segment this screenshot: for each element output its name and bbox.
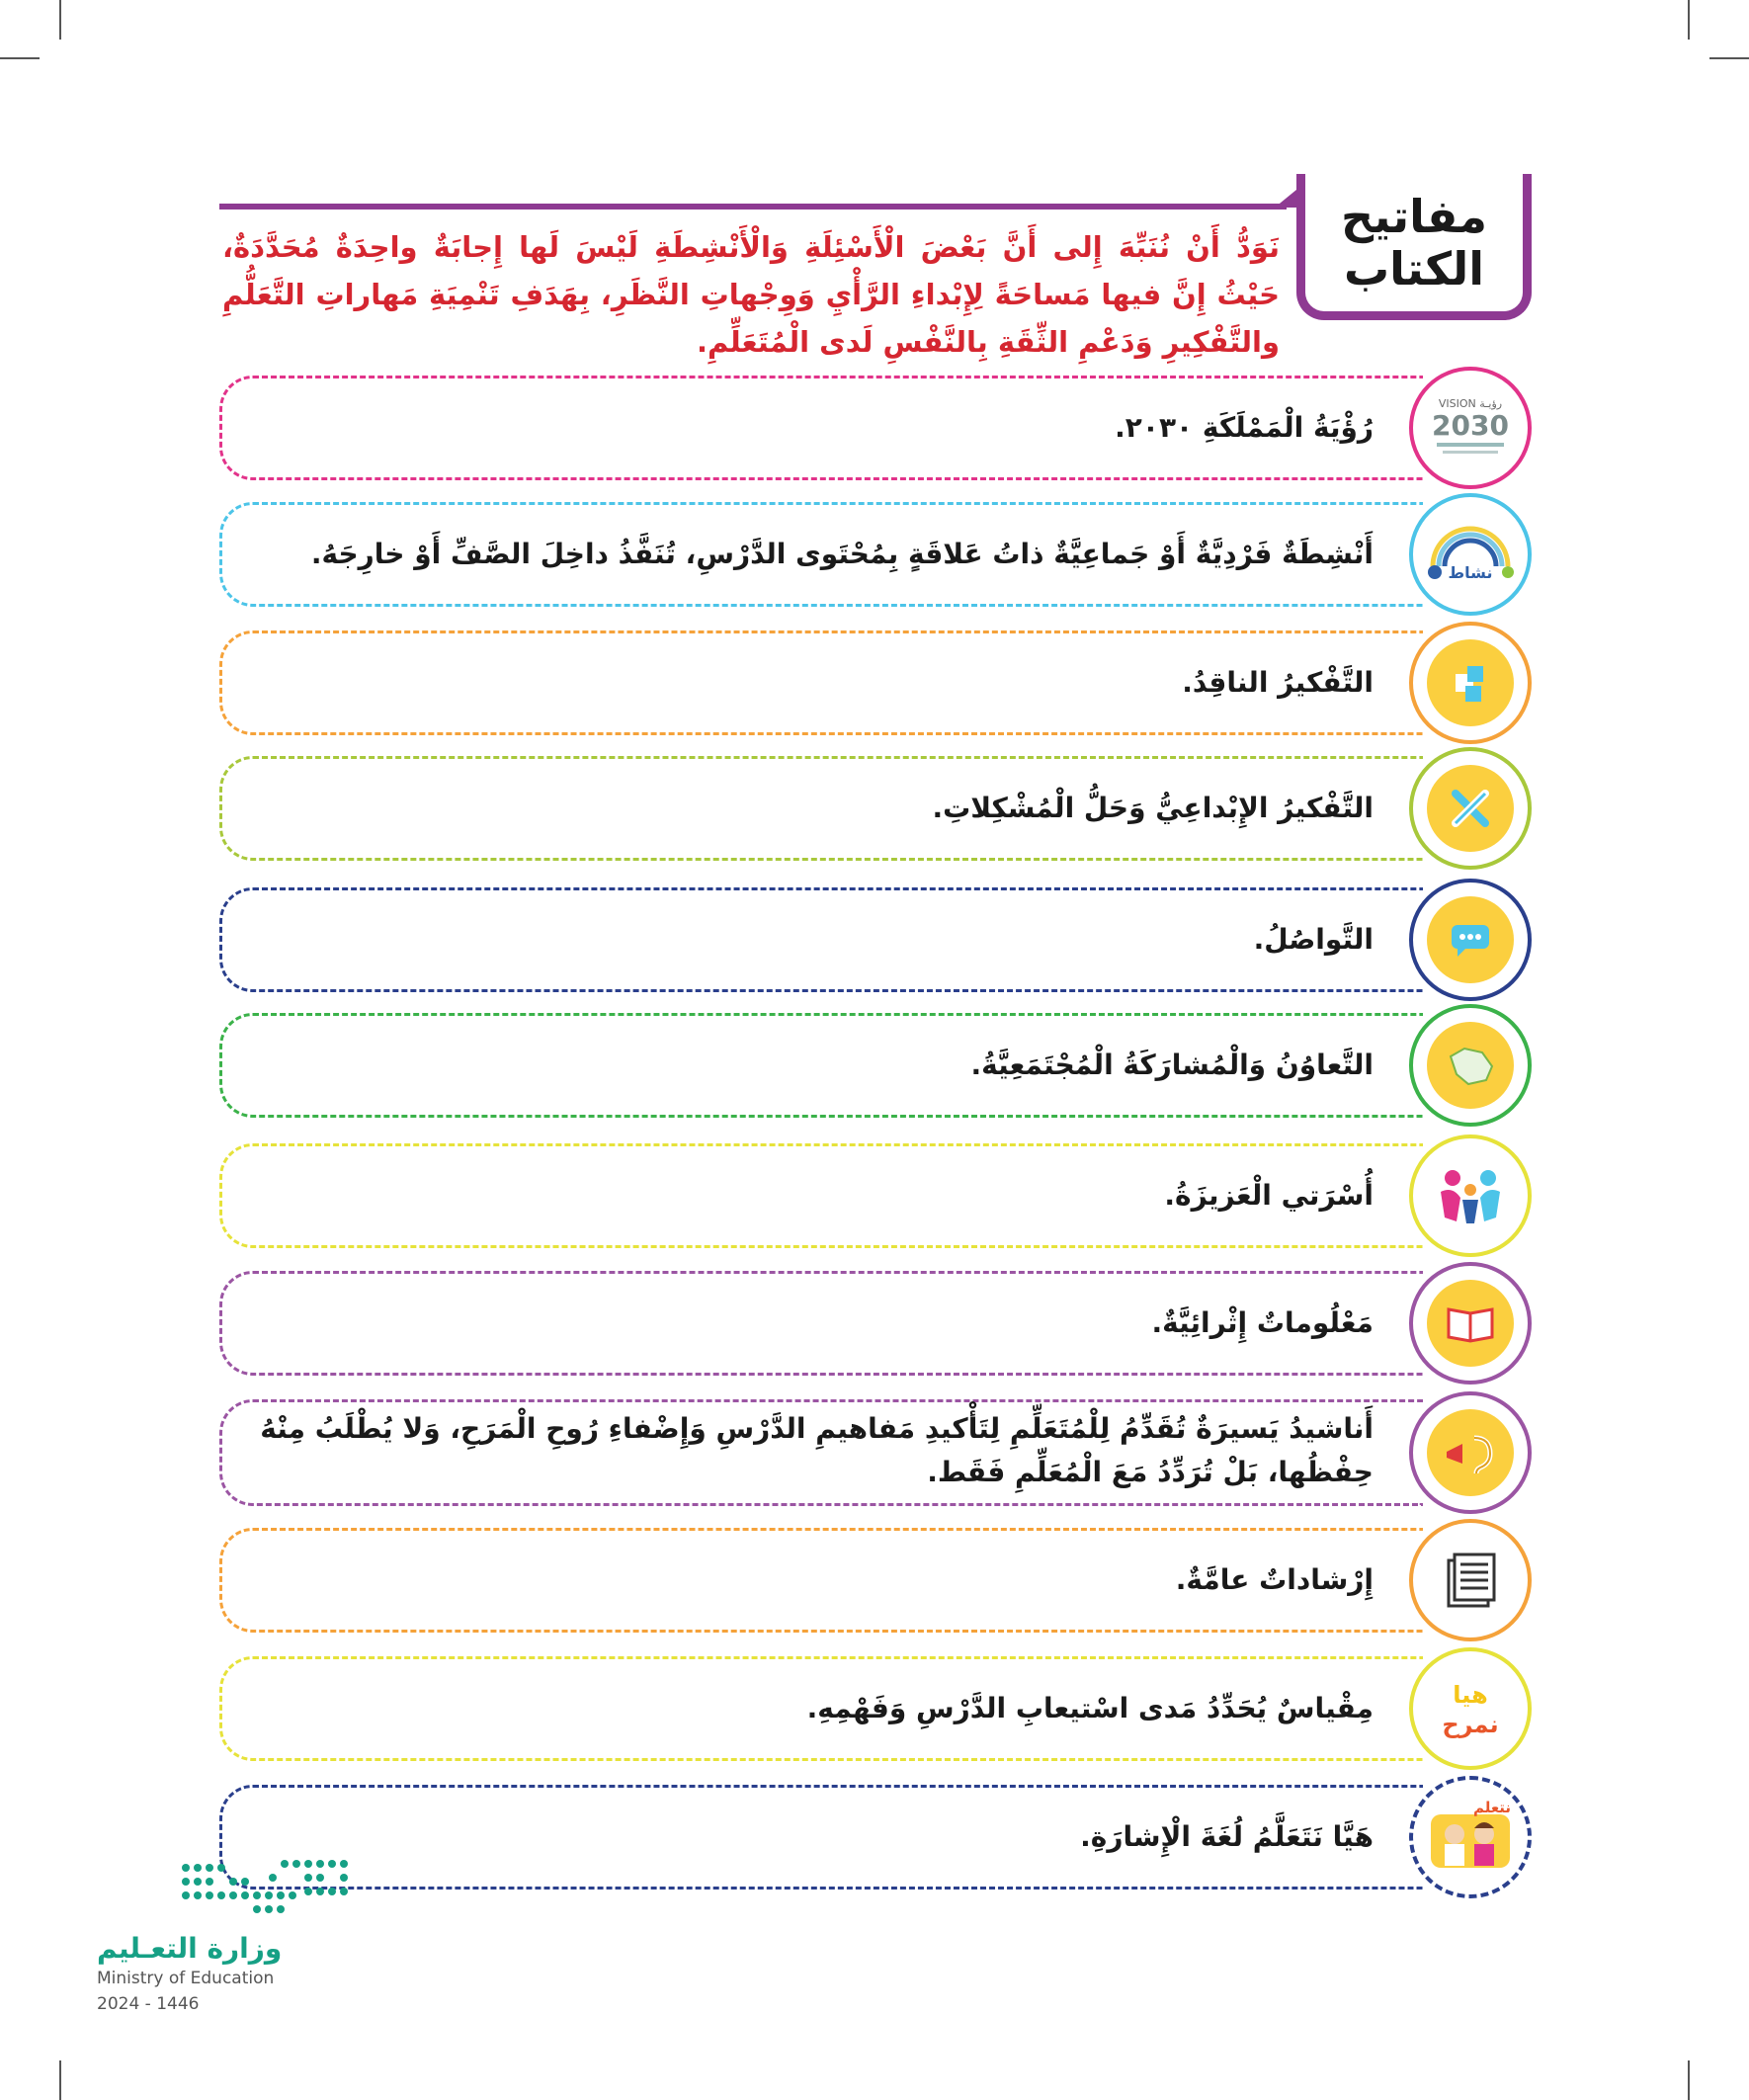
key-row-vision <box>219 376 1532 480</box>
crop-mark <box>0 57 40 59</box>
sign-language-icon <box>1409 1776 1532 1898</box>
page-title-line1: مفاتيح <box>1340 189 1488 243</box>
key-text: أَنْشِطَةٌ فَرْدِيَّةٌ أَوْ جَماعِيَّةٌ ذاتُ عَلاقَةٍ بِمُحْتَوى الدَّرْسِ، تُنَفَّذُ داخِلَ الصَّفِّ أَوْ خارِجَهُ. <box>310 538 1374 570</box>
tab-corner <box>1275 190 1296 208</box>
vision-2030-icon <box>1409 367 1532 489</box>
key-row-sign-language <box>219 1785 1532 1890</box>
key-row-creative-thinking <box>219 756 1532 861</box>
key-row-guidelines <box>219 1528 1532 1633</box>
crop-mark <box>1709 57 1749 59</box>
chat-bubble-icon <box>1409 879 1532 1001</box>
ministry-logo-icon <box>176 1858 354 1921</box>
key-row-cooperation <box>219 1013 1532 1118</box>
key-row-family <box>219 1143 1532 1248</box>
crop-mark <box>59 0 61 40</box>
creative-tools-icon <box>1409 747 1532 870</box>
document-list-icon <box>1409 1519 1532 1641</box>
sign-label: نتعلم <box>1472 1799 1512 1816</box>
header-rule <box>219 204 1287 210</box>
key-row-activity <box>219 502 1532 607</box>
page-title-tab <box>1296 174 1532 320</box>
puzzle-icon <box>1409 622 1532 744</box>
intro-paragraph: نَوَدُّ أَنْ نُنَبِّهَ إِلى أَنَّ بَعْضَ الْأَسْئِلَةِ وَالْأَنْشِطَةِ لَيْسَ لَها إِجابَةٌ واحِدَةٌ مُحَدَّدَةٌ، حَيْثُ إِنَّ فيها مَساحَةً لِإِبْداءِ الرَّأْيِ وَوِجْهاتِ النَّظَرِ، بِهَدَفِ تَنْمِيَةِ مَهاراتِ التَّعَلُّمِ والتَّفْكِيرِ وَدَعْمِ الثِّقَةِ بِالنَّفْسِ لَدى الْمُتَعَلِّمِ. <box>222 230 1280 359</box>
key-text: التَّفْكيرُ الإِبْداعِيُّ وَحَلُّ الْمُشْكِلاتِ. <box>932 792 1374 824</box>
open-book-icon <box>1409 1262 1532 1385</box>
key-row-critical-thinking <box>219 630 1532 735</box>
activity-rainbow-icon <box>1409 493 1532 616</box>
ministry-name-ar: وزارة التعـليم <box>97 1932 283 1965</box>
ear-megaphone-icon <box>1409 1391 1532 1514</box>
saudi-map-icon <box>1409 1004 1532 1127</box>
key-text: التَّواصُلُ. <box>1253 923 1374 956</box>
key-text: مِقْياسٌ يُحَدِّدُ مَدى اسْتيعابِ الدَّرْسِ وَفَهْمِهِ. <box>806 1692 1374 1724</box>
key-text: أُسْرَتي الْعَزيزَةُ. <box>1164 1179 1374 1212</box>
key-text: أَناشيدُ يَسيرَةٌ تُقَدِّمُ لِلْمُتَعَلِّمِ لِتَأْكيدِ مَفاهيمِ الدَّرْسِ وَإِضْفاءِ رُوحِ الْمَرَحِ، وَلا يُطْلَبُ مِنْهُ حِفْظُها، بَلْ تُرَدِّدُ مَعَ الْمُعَلِّمِ فَقَط. <box>260 1412 1374 1488</box>
key-row-enrichment <box>219 1271 1532 1376</box>
play-label-1: هيا <box>1453 1681 1488 1709</box>
lets-play-icon <box>1409 1647 1532 1770</box>
ministry-name-en: Ministry of Education <box>97 1969 275 1988</box>
key-text: التَّفْكيرُ الناقِدُ. <box>1182 666 1374 699</box>
key-row-songs <box>219 1399 1532 1506</box>
key-row-assessment <box>219 1656 1532 1761</box>
vision-label-year: 2030 <box>1432 409 1509 442</box>
key-text: التَّعاوُنُ وَالْمُشارَكَةُ الْمُجْتَمَعِيَّةُ. <box>970 1049 1374 1081</box>
crop-mark <box>59 2060 61 2100</box>
vision-label-top: VISION رؤيـة <box>1438 397 1503 410</box>
edition-year: 2024 - 1446 <box>97 1994 200 2014</box>
key-text: مَعْلُوماتٌ إِثْرائِيَّةٌ. <box>1151 1306 1374 1339</box>
key-text: هَيَّا نَتَعَلَّمُ لُغَةَ الْإِشارَةِ. <box>1080 1820 1374 1853</box>
crop-mark <box>1688 2060 1690 2100</box>
family-icon <box>1409 1134 1532 1257</box>
play-label-2: نمرح <box>1442 1711 1499 1738</box>
key-row-communication <box>219 887 1532 992</box>
activity-label: نشاط <box>1448 563 1493 582</box>
crop-mark <box>1688 0 1690 40</box>
key-text: إِرْشاداتٌ عامَّةٌ. <box>1175 1563 1374 1596</box>
key-text: رُؤْيَةُ الْمَمْلَكَةِ ٢٠٣٠. <box>1115 411 1374 444</box>
page-title-line2: الكتاب <box>1343 241 1485 295</box>
